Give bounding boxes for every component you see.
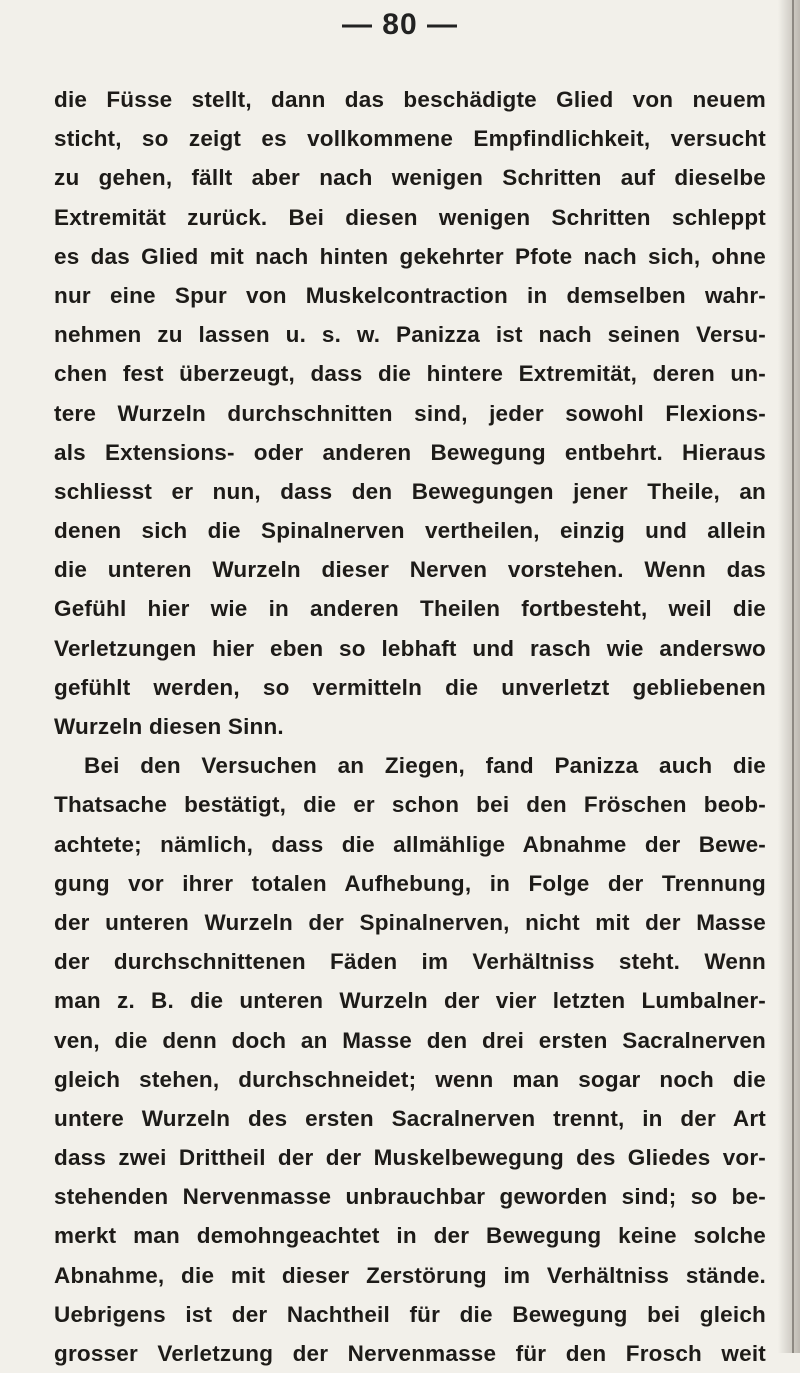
text-line: gung vor ihrer totalen Aufhebung, in Folge der Trennung [54,870,766,896]
text-line: sticht, so zeigt es vollkommene Empfindlichkeit, versucht [54,126,766,152]
text-line: grosser Verletzung der Nervenmasse für den Frosch weit [54,1341,766,1366]
text-line: nehmen zu lassen u. s. w. Panizza ist nach seinen Versu- [54,322,766,348]
text-line: Verletzungen hier eben so lebhaft und rasch wie anderswo [54,635,766,661]
text-line: der unteren Wurzeln der Spinalnerven, nicht mit der Masse [54,909,766,935]
text-line: es das Glied mit nach hinten gekehrter Pfote nach sich, ohne [54,243,766,269]
text-line: Abnahme, die mit dieser Zerstörung im Verhältniss stände. [54,1262,766,1288]
text-line: man z. B. die unteren Wurzeln der vier letzten Lumbalner- [54,988,766,1014]
text-line: zu gehen, fällt aber nach wenigen Schritten auf dieselbe [54,165,766,191]
text-line: Uebrigens ist der Nachtheil für die Bewegung bei gleich [54,1301,766,1327]
text-line: stehenden Nervenmasse unbrauchbar geworden sind; so be- [54,1184,766,1210]
body-text [54,80,766,1373]
text-line: die unteren Wurzeln dieser Nerven vorstehen. Wenn das [54,557,766,583]
text-line: Wurzeln diesen Sinn. [54,714,284,739]
text-line: Thatsache bestätigt, die er schon bei den Fröschen beob- [54,792,766,818]
page-edge [792,0,794,1353]
text-line: als Extensions- oder anderen Bewegung entbehrt. Hieraus [54,439,766,465]
text-line: die Füsse stellt, dann das beschädigte Glied von neuem [54,87,766,112]
text-line: ven, die denn doch an Masse den drei ersten Sacralnerven [54,1027,766,1053]
text-line: Extremität zurück. Bei diesen wenigen Schritten schleppt [54,204,766,230]
text-line: schliesst er nun, dass den Bewegungen jener Theile, an [54,478,766,504]
paragraph-2 [54,746,766,1373]
text-line: chen fest überzeugt, dass die hintere Extremität, deren un- [54,361,766,387]
text-line: der durchschnittenen Fäden im Verhältniss steht. Wenn [54,949,766,975]
paragraph-1 [54,80,766,746]
text-line: untere Wurzeln des ersten Sacralnerven trennt, in der Art [54,1105,766,1131]
text-line: Bei den Versuchen an Ziegen, fand Panizza auch die [84,753,766,779]
text-line: denen sich die Spinalnerven vertheilen, einzig und allein [54,518,766,544]
text-line: dass zwei Drittheil der der Muskelbewegung des Gliedes vor- [54,1145,766,1171]
text-line: achtete; nämlich, dass die allmählige Abnahme der Bewe- [54,831,766,857]
text-line: nur eine Spur von Muskelcontraction in demselben wahr- [54,282,766,308]
page-gutter-shadow [778,0,800,1353]
text-line: tere Wurzeln durchschnitten sind, jeder sowohl Flexions- [54,400,766,426]
text-line: gefühlt werden, so vermitteln die unverletzt gebliebenen [54,674,766,700]
text-line: Gefühl hier wie in anderen Theilen fortbesteht, weil die [54,596,766,622]
text-line: gleich stehen, durchschneidet; wenn man sogar noch die [54,1066,766,1092]
page-number: — 80 — [341,8,459,41]
text-line: merkt man demohngeachtet in der Bewegung keine solche [54,1223,766,1249]
